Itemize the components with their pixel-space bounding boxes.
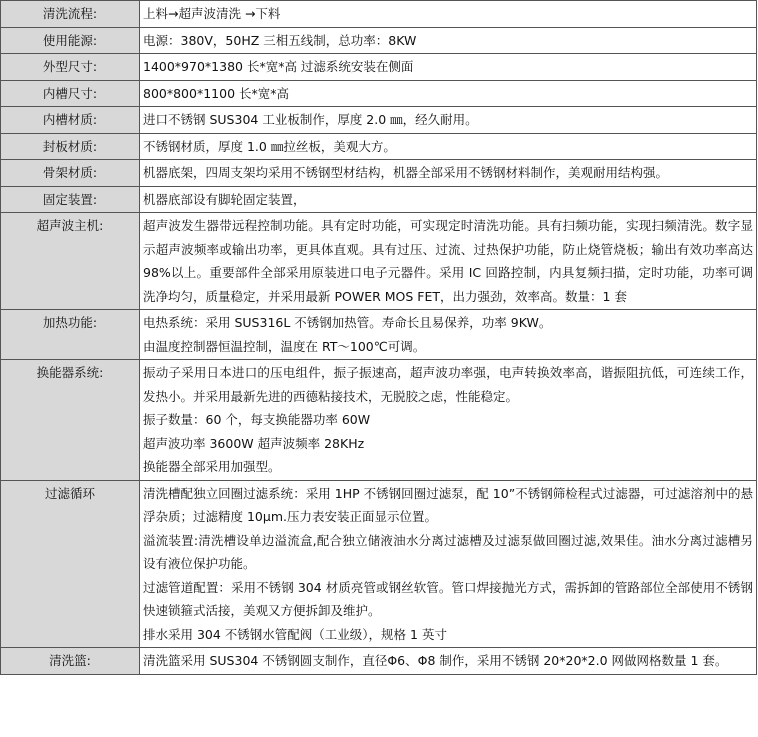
spec-label: 固定装置: [1, 186, 140, 213]
spec-value-line: 由温度控制器恒温控制，温度在 RT～100℃可调。 [143, 338, 426, 354]
spec-value [140, 27, 757, 54]
spec-row [1, 310, 757, 360]
spec-row [1, 213, 757, 310]
spec-value-line: 机器底部设有脚轮固定装置， [143, 191, 306, 207]
spec-value [140, 80, 757, 107]
spec-value-line: 清洗篮采用 SUS304 不锈钢圆支制作，直径Φ6、Φ8 制作，采用不锈钢 20*20*2.0 网做网格数量 1 套。 [143, 653, 728, 668]
spec-value [140, 133, 757, 160]
spec-label: 加热功能: [1, 310, 140, 360]
spec-value-line: 进口不锈钢 SUS304 工业板制作，厚度 2.0 ㎜，经久耐用。 [143, 112, 478, 127]
spec-value-line: 电热系统：采用 SUS316L 不锈钢加热管。寿命长且易保养，功率 9KW。 [143, 315, 552, 330]
spec-row [1, 1, 757, 28]
spec-label: 骨架材质: [1, 160, 140, 187]
spec-value-line: 溢流装置:清洗槽设单边溢流盒,配合独立储液油水分离过滤槽及过滤泵做回圈过滤,效果佳。油水分离过滤槽另设有液位保护功能。 [143, 532, 753, 571]
spec-value-line: 电源：380V，50HZ 三相五线制，总功率：8KW [143, 32, 417, 48]
spec-label: 清洗篮: [1, 648, 140, 675]
spec-value [140, 107, 757, 134]
spec-value [140, 310, 757, 360]
spec-value [140, 1, 757, 28]
spec-value-line: 排水采用 304 不锈钢水管配阀（工业级），规格 1 英寸 [143, 626, 447, 642]
spec-value-line: 过滤管道配置：采用不锈钢 304 材质亮管或钢丝软管。管口焊接抛光方式，需拆卸的管路部位全部使用不锈钢快速锁箍式活接，美观又方便拆卸及维护。 [143, 579, 753, 618]
spec-table-body [1, 1, 757, 675]
spec-value-line: 振动子采用日本进口的压电组件，振子振速高，超声波功率强，电声转换效率高，谐振阻抗低，可连续工作，发热小。并采用最新先进的西德粘接技术，无脱胶之虑，性能稳定。 [143, 365, 753, 404]
spec-row [1, 133, 757, 160]
spec-label: 内槽尺寸: [1, 80, 140, 107]
spec-row [1, 107, 757, 134]
spec-row [1, 160, 757, 187]
spec-value [140, 480, 757, 648]
spec-label: 超声波主机: [1, 213, 140, 310]
spec-value-line: 清洗槽配独立回圈过滤系统：采用 1HP 不锈钢回圈过滤泵，配 10”不锈钢筛检程式过滤器，可过滤溶剂中的悬浮杂质；过滤精度 10μm.压力表安装正面显示位置。 [143, 485, 753, 524]
spec-value-line: 800*800*1100 长*宽*高 [143, 85, 290, 101]
spec-row [1, 27, 757, 54]
spec-label: 换能器系统: [1, 360, 140, 481]
spec-label: 封板材质: [1, 133, 140, 160]
spec-value-line: 上料→超声波清洗 →下料 [143, 6, 281, 21]
spec-value [140, 360, 757, 481]
spec-row [1, 186, 757, 213]
spec-value-line: 1400*970*1380 长*宽*高 过滤系统安装在侧面 [143, 59, 414, 74]
spec-value-line: 机器底架，四周支架均采用不锈钢型材结构，机器全部采用不锈钢材料制作，美观耐用结构强。 [143, 165, 669, 180]
spec-value [140, 648, 757, 675]
spec-row [1, 80, 757, 107]
spec-row [1, 360, 757, 481]
spec-value [140, 213, 757, 310]
spec-value-line: 不锈钢材质，厚度 1.0 ㎜拉丝板，美观大方。 [143, 138, 396, 154]
spec-label: 过滤循环 [1, 480, 140, 648]
spec-value-line: 振子数量：60 个，每支换能器功率 60W [143, 412, 371, 427]
spec-value [140, 186, 757, 213]
spec-label: 外型尺寸: [1, 54, 140, 81]
spec-label: 清洗流程: [1, 1, 140, 28]
spec-value-line: 超声波功率 3600W 超声波频率 28KHz [143, 435, 365, 451]
spec-row [1, 648, 757, 675]
spec-value-line: 换能器全部采用加强型。 [143, 459, 281, 474]
spec-label: 使用能源: [1, 27, 140, 54]
spec-label: 内槽材质: [1, 107, 140, 134]
spec-value [140, 160, 757, 187]
spec-value [140, 54, 757, 81]
spec-value-line: 超声波发生器带远程控制功能。具有定时功能，可实现定时清洗功能。具有扫频功能，实现扫频清洗。数字显示超声波频率或输出功率，更具体直观。具有过压、过流、过热保护功能，防止烧管烧板；输出有效功率高达 98%以上。重要部件全部采用原装进口电子元器件。采用 IC 回路控制，内具复频扫描，定时功能，功率可调洗净均匀，质量稳定，并采用最新 POWER MOS FET，出力强劲，效率高。数量：1 套 [143, 218, 753, 304]
spec-row [1, 480, 757, 648]
spec-row [1, 54, 757, 81]
